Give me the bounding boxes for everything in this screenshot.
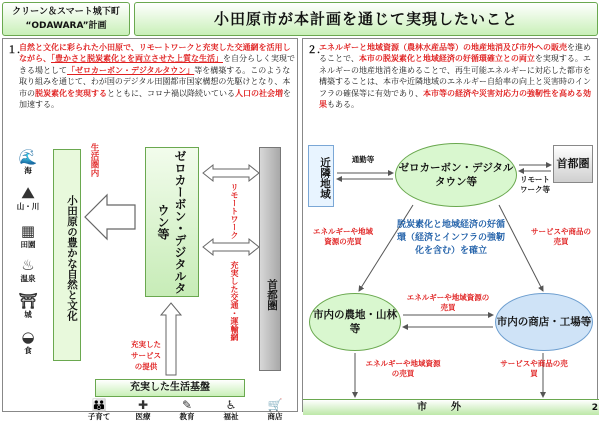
right-diagram (303, 143, 599, 413)
shop-icon: 🛒 商店 (267, 398, 283, 421)
tokyo-area-box-right: 首都圏 (553, 145, 593, 183)
brand-line-1: クリーン＆スマート城下町 (12, 7, 120, 17)
field-label: 田園 (20, 240, 36, 249)
sell-right-label: サービスや商品の売買 (531, 227, 591, 246)
bottom-right-trade-label: サービスや商品の売買 (500, 359, 568, 378)
welfare-icon: ♿ 福祉 (223, 398, 239, 421)
education-icon: ✎ 教育 (179, 398, 195, 421)
commute-label: 通勤等 (351, 155, 375, 164)
service-icons (81, 398, 297, 421)
outside-city-bar: 市外 (303, 399, 599, 415)
left-body-part2: を自分らしく実現できる場として (19, 54, 295, 75)
mountain-river-icon: ⛰ 山・川 (16, 184, 40, 211)
transport-arrow (203, 239, 259, 255)
medical-icon: ✚ 医療 (135, 398, 151, 421)
sea-label: 海 (24, 166, 32, 175)
farm-forest-ellipse: 市内の農地・山林等 (309, 293, 401, 351)
service-line-2: サービス (131, 351, 161, 360)
life-area-arrow (85, 195, 135, 239)
remote-arrow (203, 165, 259, 181)
transport-label: 充実した交通・運輸網 (230, 261, 239, 341)
medical-label: 医療 (135, 412, 151, 421)
service-line-1: 充実した (131, 340, 161, 349)
panel-right (302, 38, 598, 412)
field-icon: ▦ 田園 (20, 222, 36, 249)
right-body-red3: 本市等の経済や災害対応力の強靭性を高める効果 (319, 88, 591, 110)
page-title: 小田原市が本計画を通じて実現したいこと (134, 2, 598, 36)
remote-work-label-right: リモートワーク等 (520, 175, 550, 194)
right-body-part3: もある。 (327, 100, 359, 110)
life-area-label: 生活圏内 (89, 143, 99, 177)
welfare-label: 福祉 (223, 412, 239, 421)
food-icon: ◒ 食 (21, 328, 35, 355)
bottom-left-trade-label: エネルギーや地域資源の売買 (365, 359, 441, 378)
service-line-3: の提供 (134, 362, 158, 371)
right-body-part2: を実現する。エネルギーの地産地消を進めることで、再生可能エネルギーに対応した都市を構築することは、本市や近隣地域のエネルギー自給率の向上と災害時のインフラの確保等に有効であり、 (319, 54, 591, 98)
nature-culture-box: 小田原の豊かな自然と文化 (53, 149, 81, 361)
education-label: 教育 (179, 412, 195, 421)
left-diagram (3, 143, 299, 421)
living-base-box: 充実した生活基盤 (95, 379, 245, 397)
childcare-label: 子育て (87, 412, 111, 421)
left-body-red3: 脱炭素化を実現する (35, 88, 107, 98)
right-body (319, 42, 595, 110)
left-body-part1: 自然と文化に彩られた小田原で、リモートワークと充実した交通網を活用しながら、 (19, 43, 291, 64)
left-body-part5: を加速する。 (19, 88, 291, 110)
panel-left (2, 38, 298, 421)
childcare-icon: 👪 子育て (87, 398, 111, 421)
right-heading-number: ２． (307, 45, 327, 56)
mid-trade-label: エネルギーや地域資源の売買 (406, 293, 490, 312)
tokyo-area-box: 首都圏 (259, 147, 281, 371)
brand-line-2: “ODAWARA”計画 (25, 21, 107, 31)
hot-spring-icon: ♨ 温泉 (20, 256, 36, 283)
shop-factory-ellipse: 市内の商店・工場等 (495, 293, 593, 351)
service-label (123, 339, 169, 372)
page-number: 2 (591, 403, 598, 413)
right-body-red1: エネルギーと地域資源（農林水産品等）の地産地消及び市外への販売 (319, 43, 567, 52)
left-body-red4: 人口の社会増 (235, 88, 283, 98)
hot-spring-label: 温泉 (20, 274, 36, 283)
castle-label: 城 (24, 310, 32, 319)
right-body-red2: 本市の脱炭素化と地域経済の好循環確立との両立 (358, 54, 535, 64)
zero-carbon-town-ellipse: ゼロカーボン・デジタルタウン等 (395, 143, 517, 207)
left-body-red1: 「豊かさと脱炭素化とを両立させた上質な生活」 (51, 54, 223, 64)
sea-icon: 🌊 海 (18, 148, 38, 175)
left-body-part4: とともに、コロナ禍以降続いている (107, 88, 235, 98)
left-body-part3: 等を構築する。このような取り組みを通じて、わが国のデジタル田園都市国家構想の先駆けとなり、本市の (19, 65, 291, 98)
left-body (19, 42, 295, 110)
header (2, 2, 598, 36)
castle-icon: ⛩ 城 (18, 292, 38, 319)
center-goal-text: 脱炭素化と地域経済の好循環（経済とインフラの強靭化を含む）を確立 (396, 220, 505, 256)
left-heading-number: １． (7, 45, 27, 56)
food-label: 食 (24, 346, 32, 355)
nearby-area-box: 近隣地域 (308, 145, 334, 207)
zero-carbon-town-box: ゼロカーボン・デジタルタウン等 (145, 147, 199, 297)
remote-work-label: リモートワーク (230, 183, 239, 239)
right-body-part1: を進めることで、 (319, 43, 591, 64)
left-body-red2: 「ゼロカーボン・デジタルタウン」 (67, 65, 195, 75)
mountain-river-label: 山・川 (16, 202, 40, 211)
sell-left-label: エネルギーや地域資源の売買 (313, 227, 373, 246)
shop-label: 商店 (267, 412, 283, 421)
brand-box (2, 2, 130, 36)
